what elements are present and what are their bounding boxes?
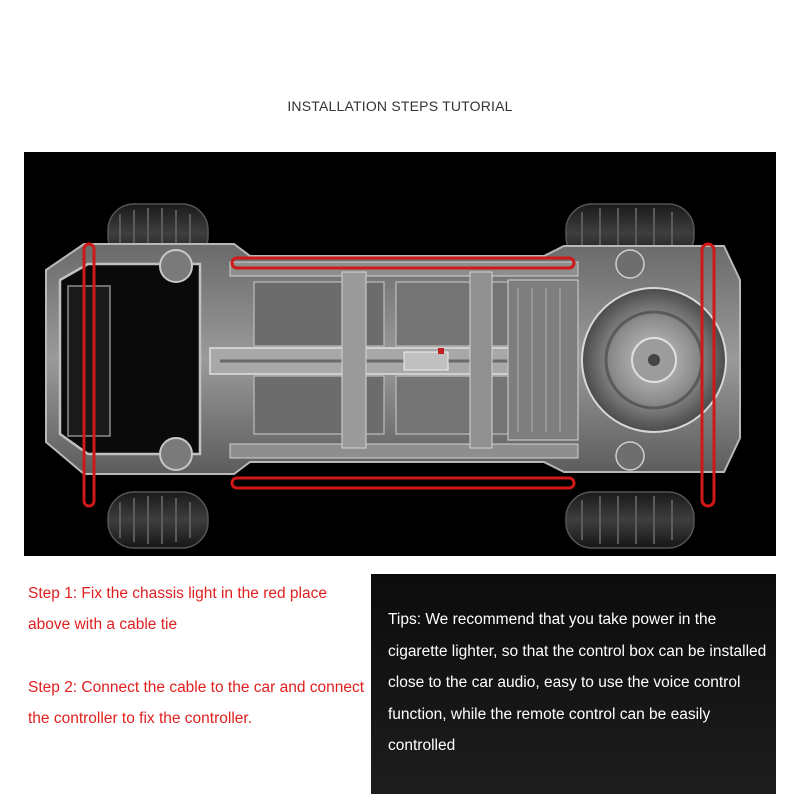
light-strip-side-bottom [232,478,574,488]
step-1-text: Step 1: Fix the chassis light in the red place above with a cable tie [28,585,327,633]
installation-steps [28,578,368,734]
car-chassis-image [24,152,776,556]
tire-rear-bottom [566,492,694,548]
tips-panel [371,574,776,794]
page-title: INSTALLATION STEPS TUTORIAL [287,98,513,114]
step-2-text: Step 2: Connect the cable to the car and connect the controller to fix the controller. [28,679,365,727]
chassis-illustration [24,152,776,556]
tire-front-bottom [108,492,208,548]
tips-text: Tips: We recommend that you take power in the cigarette lighter, so that the control box can be installed close to the car audio, easy to use the voice control function, while the remote control can be easily controlled [388,611,767,754]
chassis-body [46,244,740,474]
